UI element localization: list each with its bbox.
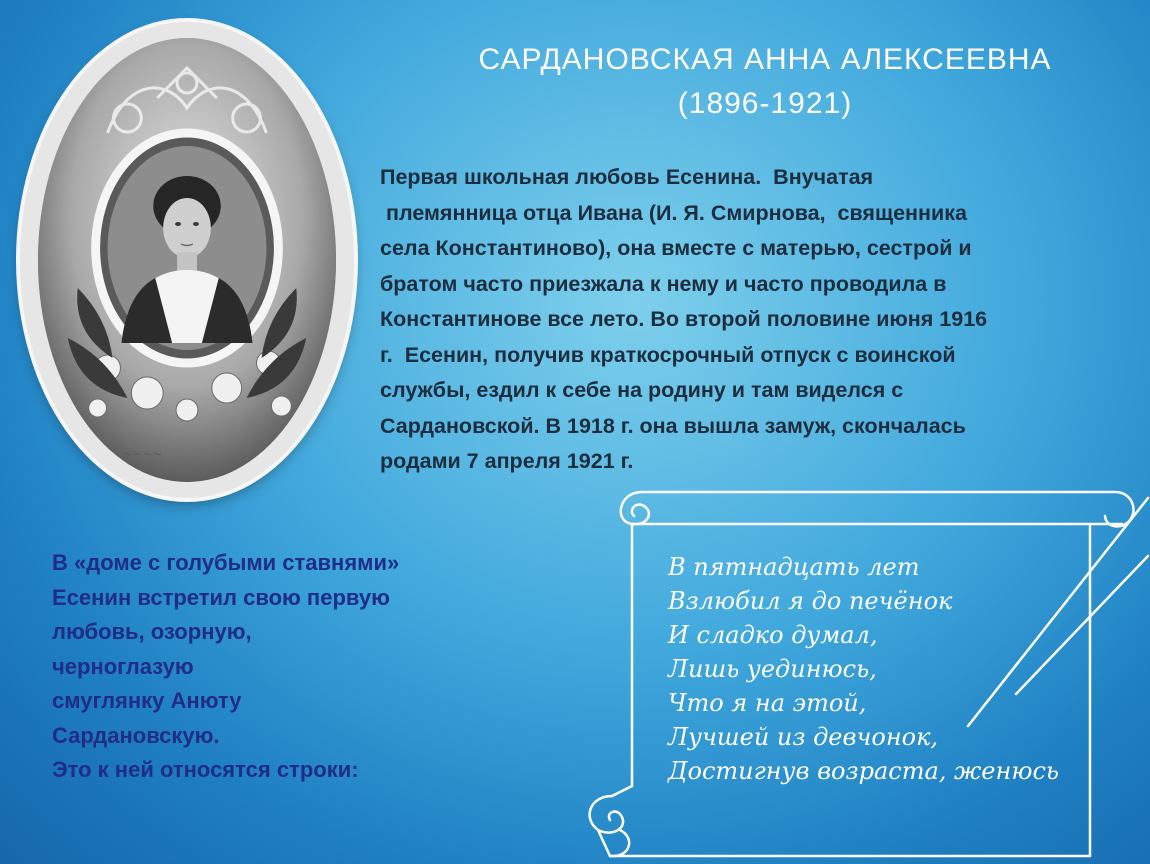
bio-line: племянница отца Ивана (И. Я. Смирнова, священника xyxy=(380,200,967,225)
intro-line: Это к ней относятся строки: xyxy=(52,757,359,782)
svg-text:~~~~: ~~~~ xyxy=(122,446,163,462)
bio-line: родами 7 апреля 1921 г. xyxy=(380,449,634,473)
poem-line: И сладко думал, xyxy=(668,621,878,649)
bio-line: Константинове все лето. Во второй половине июня 1916 xyxy=(380,307,988,331)
bio-line: службы, ездил к себе на родину и там виделся с xyxy=(380,378,904,402)
biography-paragraph xyxy=(380,160,1110,480)
intro-line: смуглянку Анюту xyxy=(52,688,242,713)
page-title: САРДАНОВСКАЯ АННА АЛЕКСЕЕВНА xyxy=(478,43,1052,76)
poem-line: Лишь уединюсь, xyxy=(668,655,877,683)
poem-line: Лучшей из девчонок, xyxy=(668,723,939,751)
page-subtitle-years: (1896-1921) xyxy=(677,87,853,120)
intro-line: Есенин встретил свою первую xyxy=(52,584,390,610)
intro-line: Сардановскую. xyxy=(52,722,220,748)
poem xyxy=(668,550,1128,788)
portrait-photo xyxy=(38,38,336,482)
bio-line: г. Есенин, получив краткосрочный отпуск с воинской xyxy=(380,342,956,367)
bio-line: Сардановской. В 1918 г. она вышла замуж, скончалась xyxy=(380,413,966,438)
portrait-image xyxy=(38,38,336,482)
bio-line: Первая школьная любовь Есенина. Внучатая xyxy=(380,165,874,189)
intro-line: черноглазую xyxy=(52,653,194,679)
poem-line: Достигнув возраста, женюсь xyxy=(668,757,1059,785)
intro-line: любовь, озорную, xyxy=(52,619,252,644)
poem-line: Взлюбил я до печёнок xyxy=(668,587,953,615)
poem-line: Что я на этой, xyxy=(668,689,867,717)
portrait-frame xyxy=(20,22,354,498)
poem-line: В пятнадцать лет xyxy=(668,553,920,581)
bio-line: села Константиново), она вместе с матерью, сестрой и xyxy=(380,236,972,260)
bio-line: братом часто приезжала к нему и часто проводила в xyxy=(380,271,947,296)
intro-line: В «доме с голубыми ставнями» xyxy=(52,550,400,575)
intro-paragraph xyxy=(52,546,472,788)
